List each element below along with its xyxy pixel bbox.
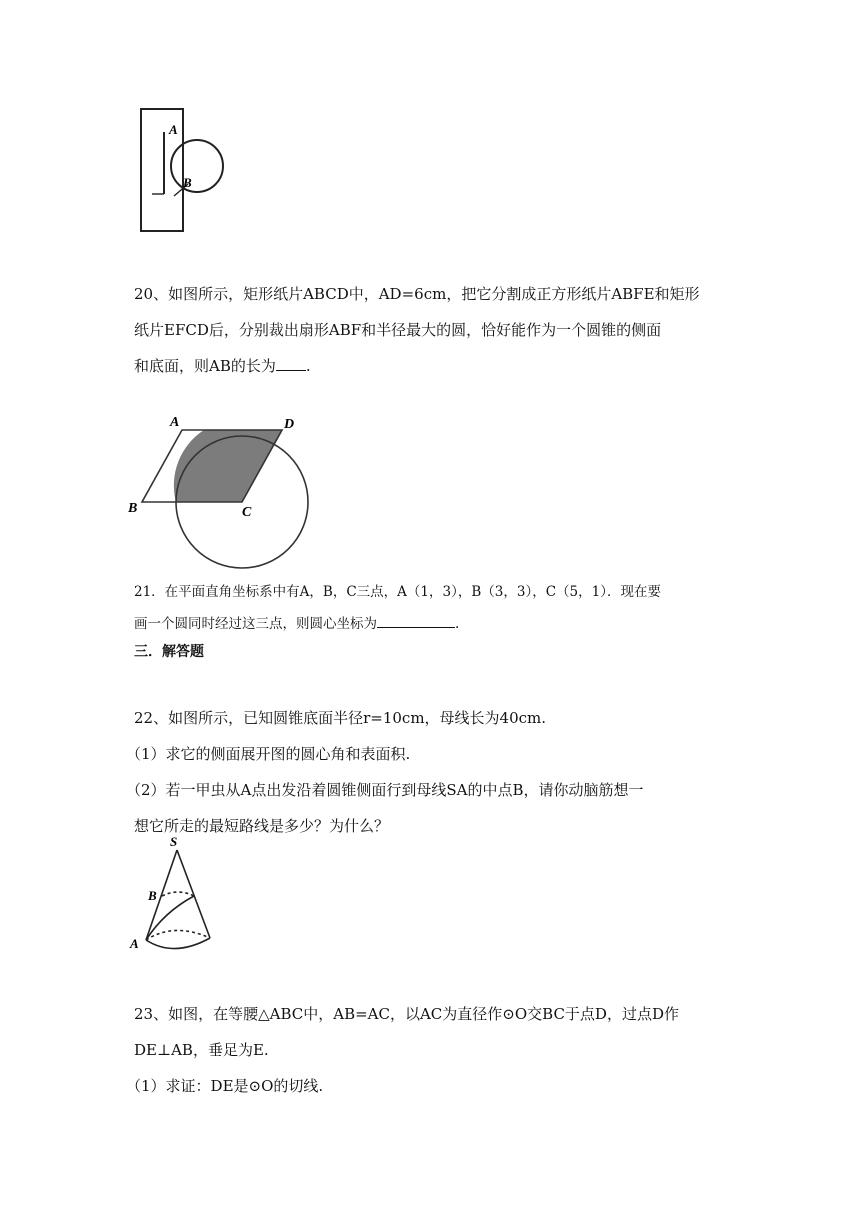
question-21-line-2-end: . — [455, 616, 460, 632]
answer-blank-21[interactable] — [377, 626, 455, 628]
section-heading: 三．解答题 — [134, 644, 204, 660]
question-20-line-2: 纸片EFCD后，分别裁出扇形ABF和半径最大的圆，恰好能作为一个圆锥的侧面 — [134, 321, 662, 339]
cone-base-front — [146, 938, 210, 949]
question-23 — [126, 996, 734, 1104]
question-22 — [126, 700, 734, 844]
question-20-figure — [124, 408, 318, 576]
cone-base-back — [146, 930, 210, 940]
question-22-stem: 22、如图所示，已知圆锥底面半径r=10cm，母线长为40cm. — [134, 709, 547, 727]
question-22-figure — [124, 830, 224, 954]
question-21-line-2 — [134, 608, 734, 640]
label-b: B — [128, 501, 138, 516]
answer-blank-20[interactable] — [276, 369, 306, 371]
question-23-line-2: DE⊥AB，垂足为E. — [134, 1041, 269, 1059]
cone-right-edge — [177, 850, 210, 938]
question-20-line-1: 20、如图所示，矩形纸片ABCD中，AD=6cm，把它分割成正方形纸片ABFE和矩形 — [134, 285, 700, 303]
question-21-line-1: 21．在平面直角坐标系中有A，B，C三点，A（1，3），B（3，3），C（5，1）．现在要 — [134, 584, 661, 600]
question-19-figure — [130, 96, 234, 238]
midpoint-ring-back — [162, 892, 194, 896]
label-c: C — [242, 505, 252, 520]
question-21-line-2-text: 画一个圆同时经过这三点，则圆心坐标为 — [134, 616, 377, 632]
label-b: B — [183, 175, 192, 190]
question-21 — [134, 576, 734, 640]
question-20-line-3-text: 和底面，则AB的长为 — [134, 357, 276, 375]
question-20-line-3-end: . — [305, 357, 311, 375]
question-23-line-1: 23、如图，在等腰△ABC中，AB=AC，以AC为直径作⊙O交BC于点D，过点D作 — [134, 1005, 679, 1023]
question-20 — [134, 276, 734, 384]
label-a: A — [130, 936, 139, 951]
question-20-line-3 — [134, 348, 734, 384]
label-b: B — [148, 888, 157, 903]
circle-shape — [171, 140, 223, 192]
label-a: A — [170, 415, 180, 430]
question-22-part-2-line-1: （2）若一甲虫从A点出发沿着圆锥侧面行到母线SA的中点B，请你动脑筋想一 — [126, 781, 644, 799]
question-22-part-1: （1）求它的侧面展开图的圆心角和表面积. — [126, 745, 411, 763]
question-22-part-2-line-2: 想它所走的最短路线是多少？为什么？ — [134, 817, 390, 835]
label-a: A — [169, 122, 178, 137]
question-23-part-1: （1）求证：DE是⊙O的切线. — [126, 1077, 324, 1095]
label-s: S — [170, 834, 178, 849]
label-d: D — [284, 417, 295, 432]
